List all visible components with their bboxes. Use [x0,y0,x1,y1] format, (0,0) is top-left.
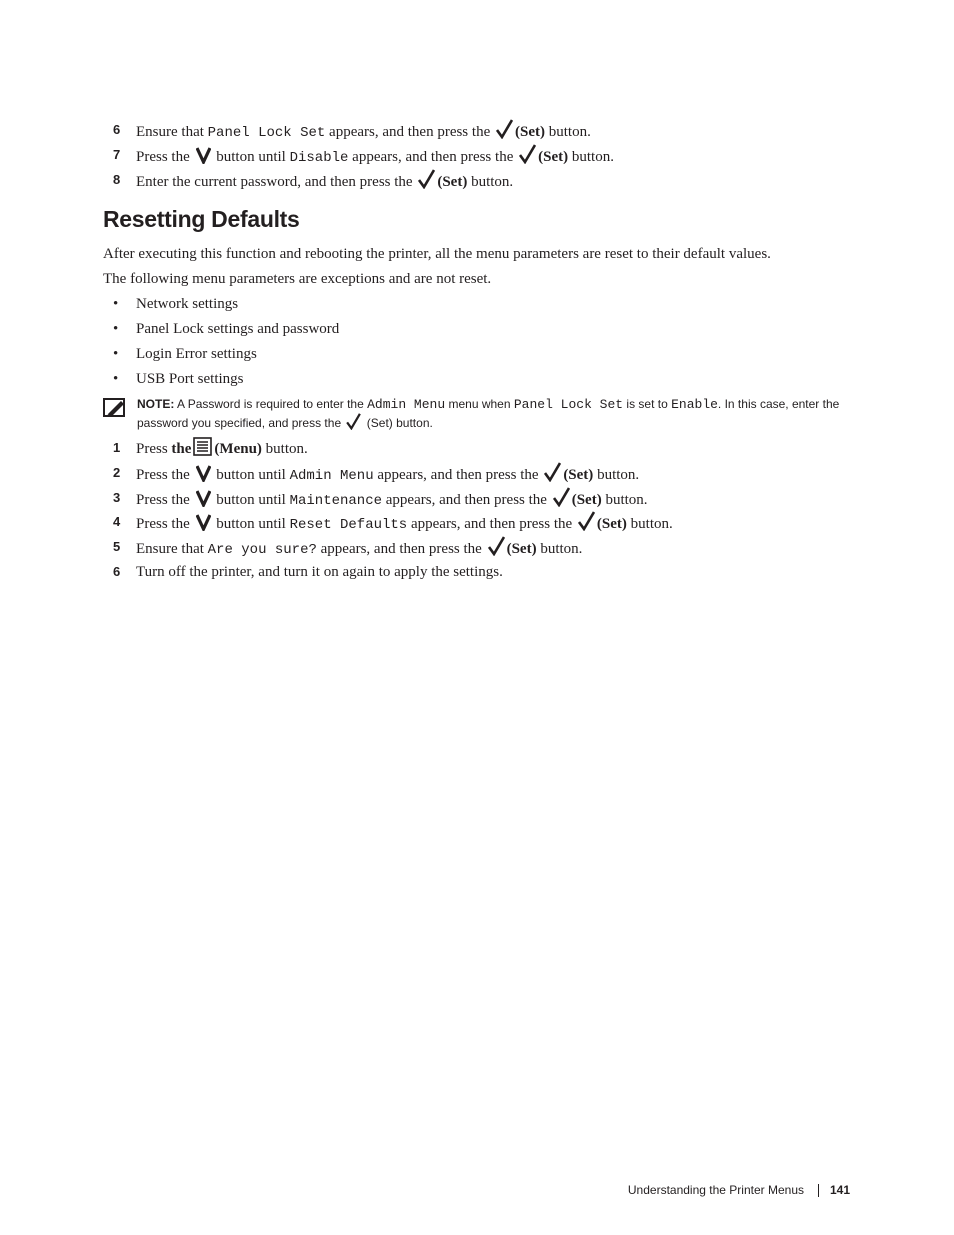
down-arrow-icon [196,513,211,531]
footer-section-title: Understanding the Printer Menus [627,1183,804,1197]
checkmark-set-icon [519,144,536,164]
page-footer [600,1180,850,1200]
step-number: 7 [113,147,121,162]
lcd-text: Reset Defaults [289,517,408,533]
down-arrow-icon [196,464,211,482]
note-text: NOTE: A Password is required to enter the Admin Menu menu when Panel Lock Set is set to Enable. In this case, enter the password you specified, and press the (Set) button. [137,397,840,430]
step-number: 4 [113,514,121,529]
lcd-text: Panel Lock Set [207,125,326,141]
page-number: 141 [829,1183,850,1197]
down-arrow-icon [196,489,211,507]
lcd-text: Panel Lock Set [513,397,624,412]
checkmark-set-icon [488,536,505,556]
checkmark-set-icon [346,413,361,430]
menu-list-icon [193,437,212,456]
paragraph-intro: After executing this function and rebooting the printer, all the menu parameters are reset to their default values. [103,246,771,262]
section-heading: Resetting Defaults [103,206,300,232]
checkmark-set-icon [418,169,435,189]
step-number: 6 [113,564,121,579]
step-number: 2 [113,465,121,480]
footer-divider [818,1184,819,1197]
note-pencil-icon [103,398,127,423]
checkmark-set-icon [553,487,570,507]
step-number: 8 [113,172,121,187]
down-arrow-icon [196,146,211,164]
checkmark-set-icon [578,511,595,531]
step-number: 3 [113,490,121,505]
step-number: 1 [113,440,121,455]
lcd-text: Maintenance [289,493,383,509]
lcd-text: Admin Menu [367,397,446,412]
lcd-text: Enable [671,397,718,412]
lcd-text: Disable [289,150,349,166]
paragraph-exceptions: The following menu parameters are exceptions and are not reset. [103,271,492,287]
step-number: 5 [113,539,121,554]
note-label: NOTE: [137,397,175,411]
lcd-text: Are you sure? [207,542,317,558]
checkmark-set-icon [544,462,561,482]
step-number: 6 [113,122,121,137]
lcd-text: Admin Menu [289,468,374,484]
checkmark-set-icon [496,119,513,139]
note-box [103,396,863,436]
